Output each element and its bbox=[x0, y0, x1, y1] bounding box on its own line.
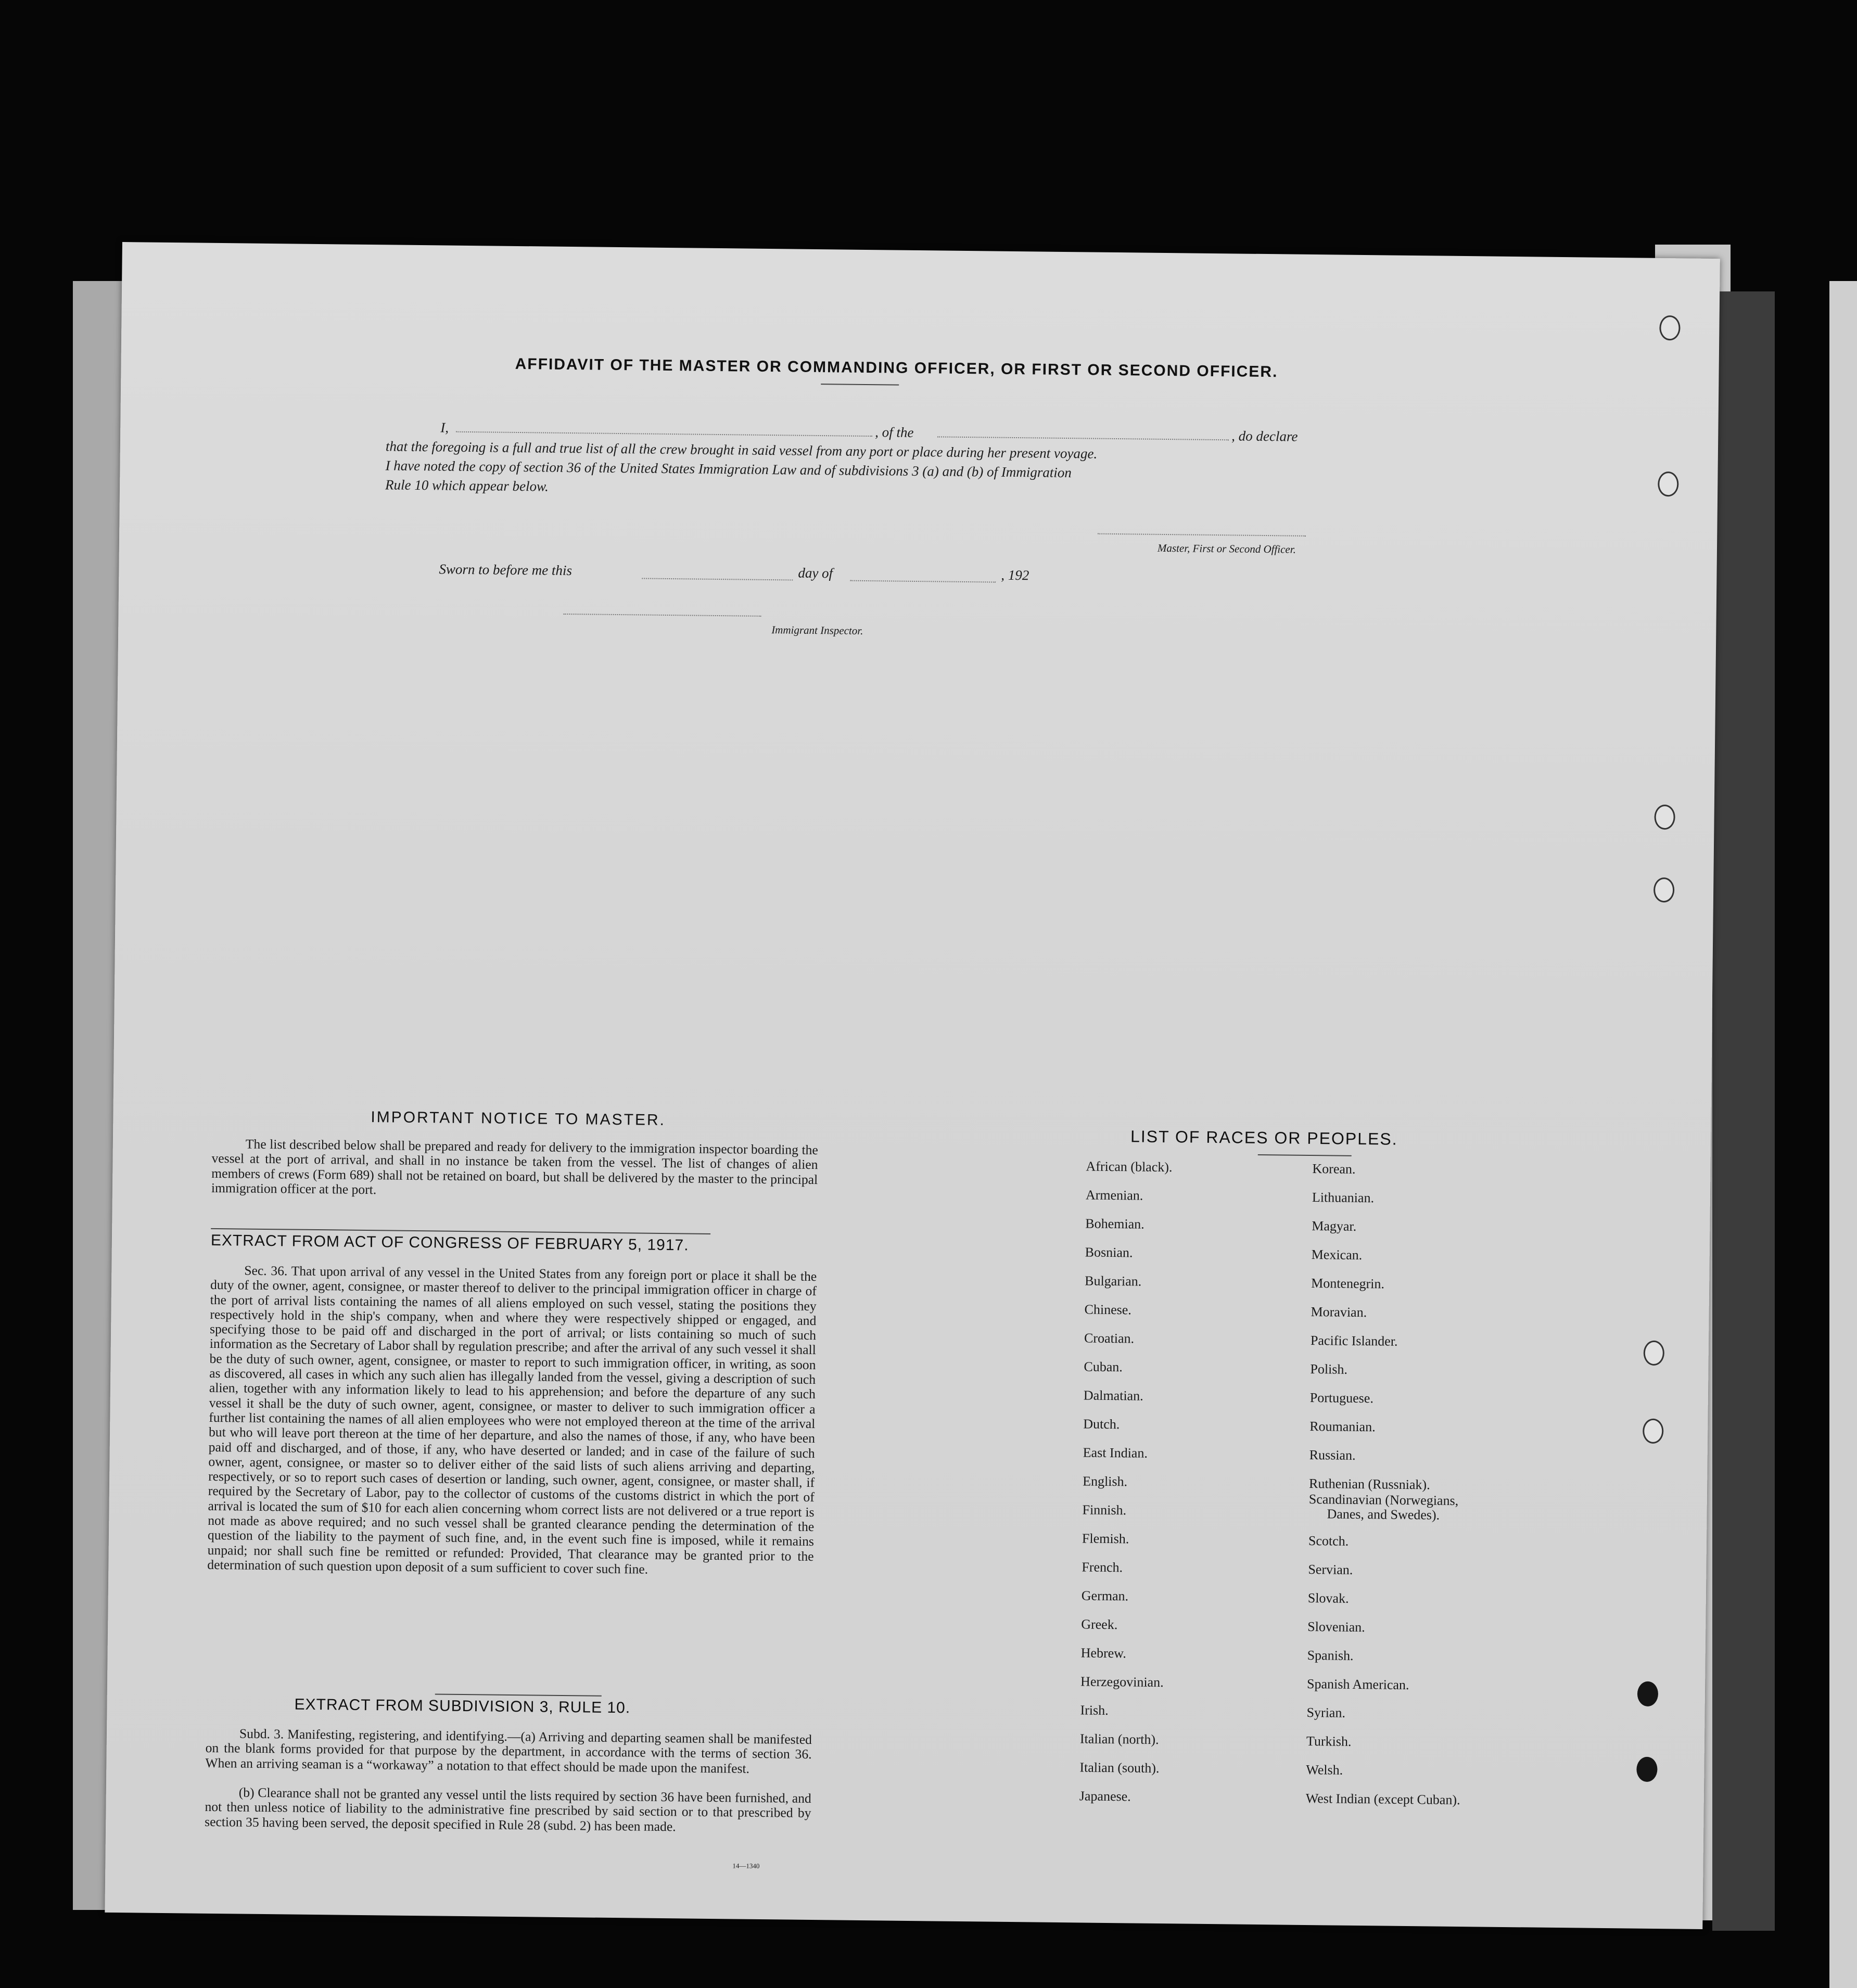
day-of-label: day of bbox=[798, 565, 833, 581]
race-left-item: German. bbox=[1081, 1588, 1129, 1604]
race-left-item: Cuban. bbox=[1084, 1359, 1123, 1375]
punch-hole bbox=[1643, 1419, 1664, 1444]
race-left-item: Chinese. bbox=[1084, 1302, 1132, 1318]
race-left-item: African (black). bbox=[1086, 1158, 1173, 1175]
notice-text: The list described below shall be prepared and ready for delivery to the immigration inspector boarding the vessel at the port of arrival, and shall in no instance be taken from the vessel. The list of changes of alien members of crews (Form 689) shall not be retained on board, but shall be delivered by the master to the principal immigration officer at the port. bbox=[211, 1136, 818, 1197]
race-left-item: Hebrew. bbox=[1080, 1645, 1126, 1661]
extract-act-text: Sec. 36. That upon arrival of any vessel in the United States from any foreign port or place it shall be the duty of the owner, agent, consignee, or master thereof to deliver to the principal immigration officer in charge of the port of arrival lists containing the names of all aliens employed on such vessel, stating the positions they respectively hold in the ship's company, when and where they were respectively shipped or engaged, and specifying those to be paid off and discharged in the port of arrival; or lists containing so much of such information as the Secretary of Labor shall by regulation prescribe; and after the arrival of any such vessel it shall be the duty of such owner, agent, consignee, or master to report to such immigration officer, in writing, as soon as discovered, all cases in which any such alien has illegally landed from the vessel, giving a description of such alien, together with any information likely to lead to his apprehension; and before the departure of any such vessel it shall be the duty of such owner, agent, consignee, or master to deliver to such immigration officer a further list containing the names of all alien employees who were not employed thereon at the time of the arrival but who will leave port thereon at the time of her departure, and also the names of those, if any, who have been paid off and discharged, and of those, if any, who have deserted or landed; and in case of the failure of such owner, agent, consignee, or master so to deliver either of the said lists of such aliens arriving and departing, respectively, or so to report such cases of desertion or landing, such owner, agent, consignee, or master shall, if required by the Secretary of Labor, pay to the collector of customs of the customs district in which the port of arrival is located the sum of $10 for each alien concerning whom correct lists are not delivered or a true report is not made as above required; and no such vessel shall be granted clearance pending the determination of the question of the liability to the payment of such fine, and, in the event such fine is imposed, while it remains unpaid; nor shall such fine be remitted or refunded: Provided, That clearance may be granted prior to the determination of such question upon deposit of a sum sufficient to cover such fine. bbox=[207, 1263, 817, 1577]
notice-title: IMPORTANT NOTICE TO MASTER. bbox=[371, 1108, 666, 1129]
race-left-item: French. bbox=[1082, 1559, 1123, 1575]
extract-act-title: EXTRACT FROM ACT OF CONGRESS OF FEBRUARY 5, 1917. bbox=[210, 1231, 689, 1254]
race-left-item: English. bbox=[1083, 1473, 1128, 1489]
form-number: 14—1340 bbox=[732, 1862, 760, 1870]
race-right-item: Pacific Islander. bbox=[1310, 1333, 1398, 1349]
race-right-item: Scandinavian (Norwegians, bbox=[1308, 1492, 1459, 1509]
races-rule bbox=[1258, 1154, 1352, 1156]
race-left-item: Dutch. bbox=[1083, 1416, 1120, 1432]
back-sheet-shadow bbox=[1712, 291, 1775, 1931]
race-right-item: Ruthenian (Russniak). bbox=[1308, 1476, 1430, 1493]
race-left-item: Flemish. bbox=[1082, 1531, 1129, 1547]
title-rule bbox=[821, 384, 899, 386]
race-right-item: Slovenian. bbox=[1307, 1619, 1365, 1635]
race-right-item: Roumanian. bbox=[1309, 1419, 1376, 1435]
inspector-blank bbox=[564, 614, 761, 617]
race-left-item: Herzegovinian. bbox=[1080, 1674, 1164, 1690]
punch-hole bbox=[1659, 315, 1681, 340]
extract-rule-text-a: Subd. 3. Manifesting, registering, and identifying.—(a) Arriving and departing seamen shall be manifested on the blank forms provided for that purpose by the department, in accordance with the terms of section 36. When an arriving seaman is a “workaway” a notation to that effect should be made upon the manifest. bbox=[205, 1726, 812, 1776]
race-left-item: Armenian. bbox=[1085, 1187, 1143, 1203]
extract-act-rule bbox=[435, 1693, 602, 1696]
punch-hole bbox=[1637, 1681, 1659, 1706]
race-left-item: Bulgarian. bbox=[1085, 1273, 1142, 1289]
race-right-item: Korean. bbox=[1312, 1161, 1356, 1177]
signature-label: Master, First or Second Officer. bbox=[1157, 541, 1296, 556]
race-right-item: Lithuanian. bbox=[1312, 1190, 1375, 1206]
back-sheet-far-right bbox=[1829, 281, 1857, 1988]
race-left-item: Japanese. bbox=[1079, 1788, 1131, 1804]
races-title: LIST OF RACES OR PEOPLES. bbox=[1130, 1127, 1398, 1149]
race-left-item: Irish. bbox=[1080, 1702, 1109, 1718]
punch-hole bbox=[1654, 805, 1675, 830]
affidavit-title: AFFIDAVIT OF THE MASTER OR COMMANDING OFFICER, OR FIRST OR SECOND OFFICER. bbox=[515, 355, 1278, 381]
declaration-i-label: I, bbox=[440, 419, 449, 436]
punch-hole bbox=[1654, 877, 1675, 902]
race-left-item: Croatian. bbox=[1084, 1330, 1135, 1346]
signature-blank bbox=[1098, 533, 1306, 537]
sworn-label: Sworn to before me this bbox=[439, 561, 573, 579]
declaration-line-2: that the foregoing is a full and true list of all the crew brought in said vessel from any port or place during her present voyage. bbox=[385, 438, 1098, 462]
vessel-blank bbox=[937, 436, 1229, 440]
race-right-item: Welsh. bbox=[1306, 1762, 1343, 1778]
race-right-item: West Indian (except Cuban). bbox=[1305, 1790, 1460, 1808]
race-left-item: Italian (south). bbox=[1079, 1760, 1160, 1776]
punch-hole bbox=[1644, 1341, 1665, 1366]
race-left-item: Finnish. bbox=[1082, 1502, 1127, 1518]
extract-rule-title: EXTRACT FROM SUBDIVISION 3, RULE 10. bbox=[294, 1696, 631, 1717]
name-blank bbox=[456, 431, 872, 437]
declaration-do-declare: , do declare bbox=[1231, 428, 1298, 444]
manifest-page bbox=[105, 242, 1720, 1929]
race-right-item: Polish. bbox=[1310, 1361, 1348, 1377]
race-right-item: Syrian. bbox=[1306, 1704, 1346, 1721]
race-right-item: Scotch. bbox=[1308, 1533, 1349, 1549]
extract-rule-text-b: (b) Clearance shall not be granted any vessel until the lists required by section 36 have been furnished, and not then unless notice of liability to the administrative fine prescribed by said section or to that prescribed by section 35 having been served, the deposit specified in Rule 28 (subd. 2) has been made. bbox=[205, 1785, 811, 1834]
race-left-item: Bohemian. bbox=[1085, 1216, 1144, 1232]
punch-hole bbox=[1636, 1757, 1658, 1782]
declaration-line-3: I have noted the copy of section 36 of the United States Immigration Law and of subdivisions 3 (a) and (b) of Immigration bbox=[385, 457, 1072, 481]
race-right-item: Spanish American. bbox=[1306, 1676, 1409, 1693]
race-right-item: Mexican. bbox=[1311, 1247, 1363, 1263]
race-right-item: Turkish. bbox=[1306, 1733, 1352, 1749]
year-label: , 192 bbox=[1001, 567, 1029, 583]
inspector-label: Immigrant Inspector. bbox=[771, 623, 863, 637]
month-blank bbox=[850, 580, 996, 583]
declaration-of-the: , of the bbox=[875, 424, 914, 440]
race-left-item: Dalmatian. bbox=[1083, 1387, 1143, 1404]
sworn-day-blank bbox=[642, 578, 793, 580]
race-right-item: Moravian. bbox=[1311, 1304, 1367, 1320]
race-right-item: Spanish. bbox=[1307, 1647, 1354, 1663]
race-left-item: East Indian. bbox=[1083, 1445, 1148, 1461]
race-right-item: Magyar. bbox=[1312, 1218, 1357, 1234]
race-left-item: Italian (north). bbox=[1079, 1731, 1159, 1748]
race-right-item: Russian. bbox=[1309, 1447, 1356, 1463]
race-right-item: Servian. bbox=[1308, 1561, 1353, 1577]
declaration-line-4: Rule 10 which appear below. bbox=[385, 477, 549, 494]
race-right-item: Montenegrin. bbox=[1311, 1276, 1385, 1292]
race-left-item: Bosnian. bbox=[1085, 1244, 1133, 1260]
race-right-item: Danes, and Swedes). bbox=[1327, 1506, 1440, 1523]
race-right-item: Slovak. bbox=[1307, 1590, 1349, 1606]
race-right-item: Portuguese. bbox=[1309, 1390, 1374, 1406]
punch-hole bbox=[1658, 471, 1679, 496]
race-left-item: Greek. bbox=[1081, 1616, 1118, 1633]
